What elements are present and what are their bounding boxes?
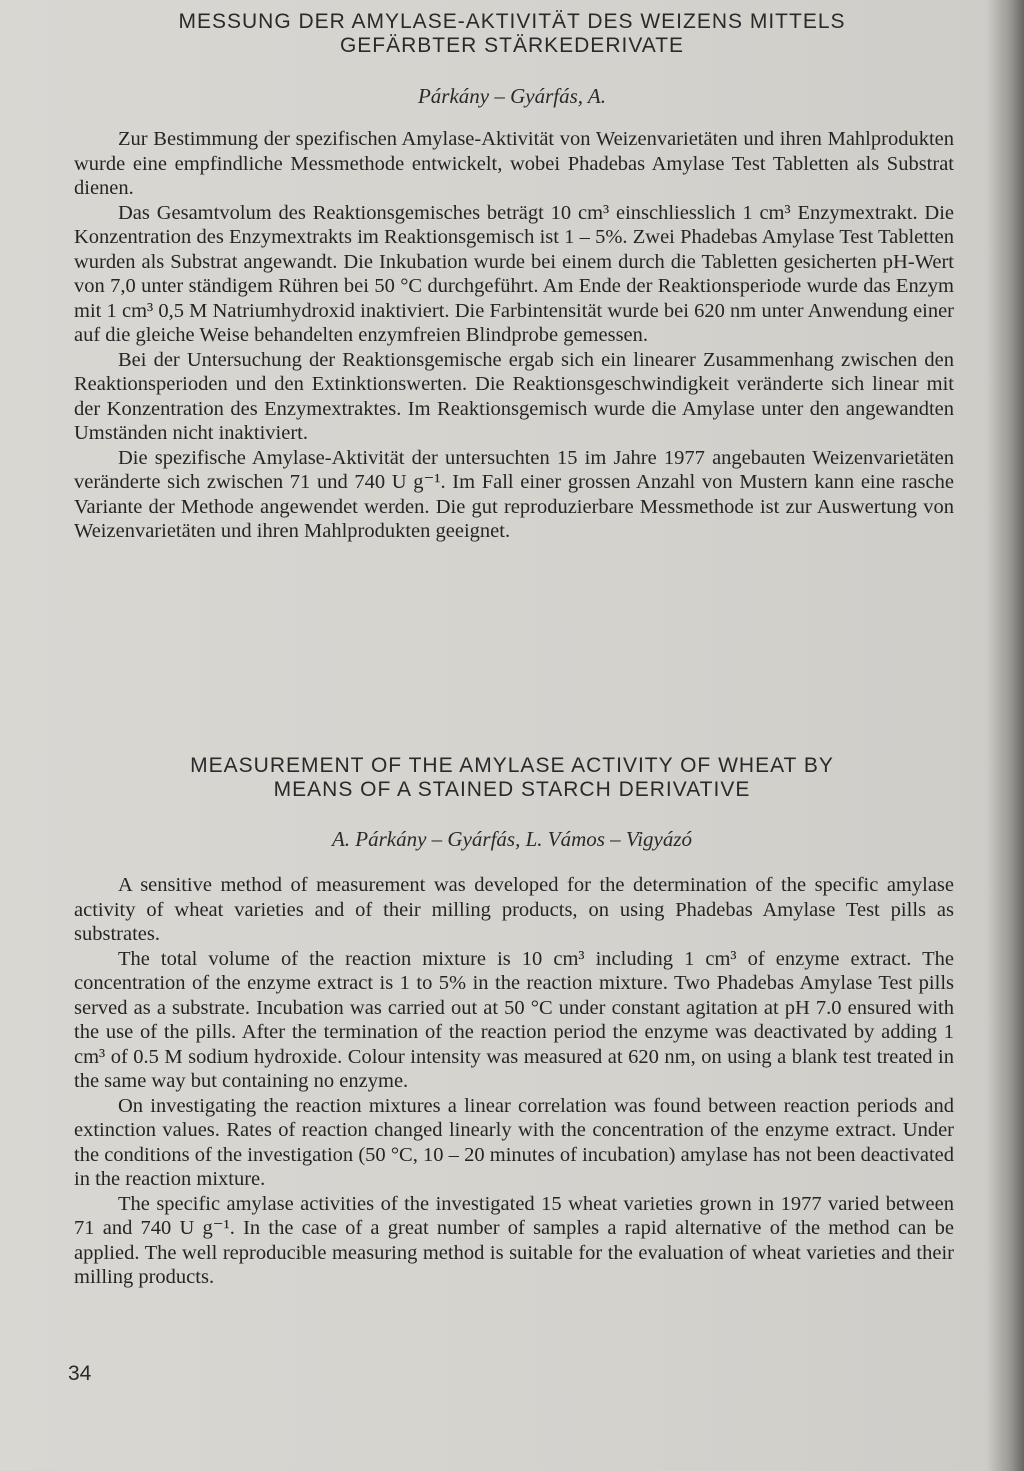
english-title: [70, 754, 954, 802]
german-paragraph-2: Das Gesamtvolum des Reaktionsgemisches beträgt 10 cm³ einschliesslich 1 cm³ Enzymextrakt. Die Konzentration des Enzymextrakts im Reaktionsgemisch ist 1 – 5%. Zwei Phadebas Amylase Test Tabletten wurden als Substrat angewandt. Die Inkubation wurde bei einem durch die Tabletten gesicherten pH-Wert von 7,0 unter ständigem Rühren bei 50 °C durchgeführt. Am Ende der Reaktionsperiode wurde das Enzym mit 1 cm³ 0,5 M Natriumhydroxid inaktiviert. Die Farbintensität wurde bei 620 nm unter Anwendung einer auf die gleiche Weise behandelten enzymfreien Blindprobe gemessen.: [74, 201, 954, 346]
page-binding-shadow: [988, 0, 1024, 1471]
german-paragraph-4: Die spezifische Amylase-Aktivität der untersuchten 15 im Jahre 1977 angebauten Weizenvarietäten veränderte sich zwischen 71 und 740 U g⁻¹. Im Fall einer grossen Anzahl von Mustern kann eine rasche Variante der Methode angewendet werden. Die gut reproduzierbare Messmethode ist zur Auswertung von Weizenvarietäten und ihren Mahlprodukten geeignet.: [74, 446, 954, 542]
german-title-line-1: MESSUNG DER AMYLASE-AKTIVITÄT DES WEIZENS MITTELS: [178, 10, 846, 33]
german-title: [70, 10, 954, 58]
english-paragraph-3: On investigating the reaction mixtures a linear correlation was found between reaction periods and extinction values. Rates of reaction changed linearly with the concentration of the enzyme extract. Under the conditions of the investigation (50 °C, 10 – 20 minutes of incubation) amylase has not been deactivated in the reaction mixture.: [74, 1094, 954, 1190]
english-authors: A. Párkány – Gyárfás, L. Vámos – Vigyázó: [331, 827, 693, 851]
german-title-line-2: GEFÄRBTER STÄRKEDERIVATE: [339, 34, 685, 57]
german-authors: Párkány – Gyárfás, A.: [417, 84, 606, 108]
english-abstract: [74, 873, 954, 1290]
english-paragraph-4: The specific amylase activities of the investigated 15 wheat varieties grown in 1977 varied between 71 and 740 U g⁻¹. In the case of a great number of samples a rapid alternative of the method can be applied. The well reproducible measuring method is suitable for the evaluation of wheat varieties and their milling products.: [74, 1192, 954, 1288]
english-paragraph-1: A sensitive method of measurement was developed for the determination of the specific amylase activity of wheat varieties and of their milling products, on using Phadebas Amylase Test pills as substrates.: [74, 874, 954, 945]
german-paragraph-3: Bei der Untersuchung der Reaktionsgemische ergab sich ein linearer Zusammenhang zwischen den Reaktionsperioden und den Extinktionswerten. Die Reaktionsgeschwindigkeit veränderte sich linear mit der Konzentration des Enzymextraktes. Im Reaktionsgemisch wurde die Amylase unter den angewandten Umständen nicht inaktiviert.: [74, 348, 954, 444]
english-title-line-2: MEANS OF A STAINED STARCH DERIVATIVE: [273, 778, 751, 801]
page-number: 34: [68, 1362, 92, 1385]
english-paragraph-2: The total volume of the reaction mixture is 10 cm³ including 1 cm³ of enzyme extract. The concentration of the enzyme extract is 1 to 5% in the reaction mixture. Two Phadebas Amylase Test pills served as a substrate. Incubation was carried out at 50 °C under constant agitation at pH 7.0 ensured with the use of the pills. After the termination of the reaction period the enzyme was deactivated by adding 1 cm³ of 0.5 M sodium hydroxide. Colour intensity was measured at 620 nm, on using a blank test treated in the same way but containing no enzyme.: [74, 947, 954, 1092]
english-title-line-1: MEASUREMENT OF THE AMYLASE ACTIVITY OF WHEAT BY: [190, 754, 834, 777]
german-abstract: [74, 127, 954, 544]
german-paragraph-1: Zur Bestimmung der spezifischen Amylase-Aktivität von Weizenvarietäten und ihren Mahlprodukten wurde eine empfindliche Messmethode entwickelt, wobei Phadebas Amylase Test Tabletten als Substrat dienen.: [74, 128, 954, 199]
